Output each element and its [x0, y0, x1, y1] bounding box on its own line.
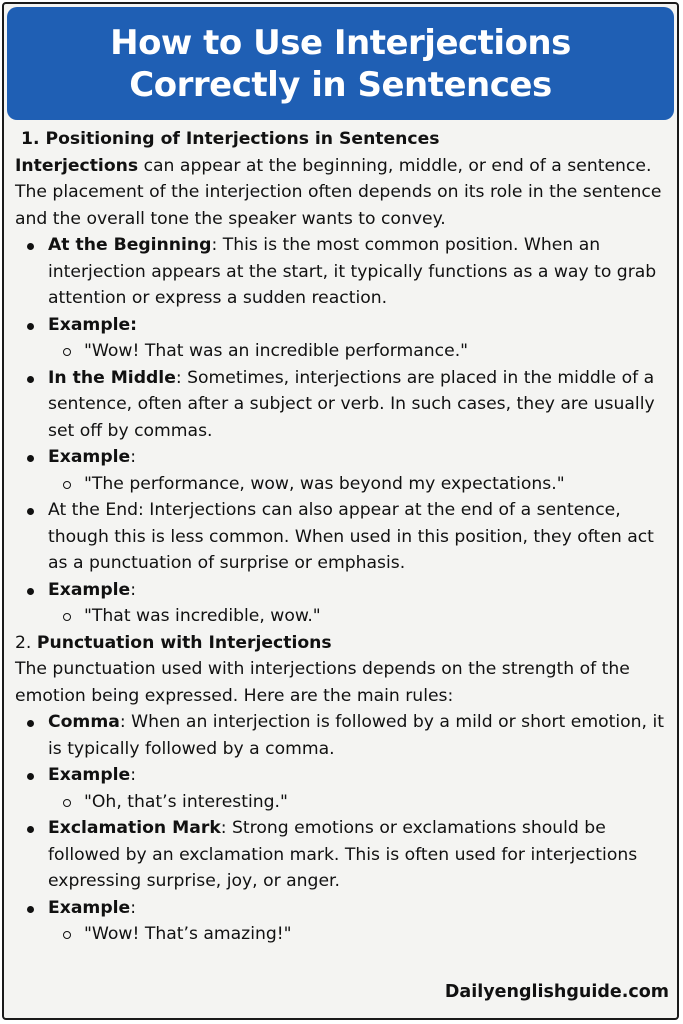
item-label: Comma	[48, 712, 120, 732]
title-line-1: How to Use Interjections	[110, 22, 571, 63]
list-item	[48, 365, 667, 445]
item-label: At the Beginning	[48, 235, 212, 255]
site-watermark: Dailyenglishguide.com	[444, 982, 669, 1002]
article-body	[4, 120, 677, 948]
example-colon: :	[130, 447, 136, 467]
example-label: Example:	[48, 314, 138, 335]
section-1-heading: 1. Positioning of Interjections in Sentences	[21, 129, 440, 149]
item-label: Exclamation Mark	[48, 818, 221, 838]
example-item: "Oh, that’s interesting."	[84, 789, 667, 816]
list-item	[48, 577, 667, 630]
list-item: At the End: Interjections can also appear at the end of a sentence, though this is less common. When used in this position, they often act as a punctuation of surprise or emphasis.	[48, 497, 667, 577]
infographic-card	[2, 2, 679, 1020]
example-label: Example	[48, 897, 131, 918]
example-colon: :	[130, 579, 136, 600]
example-label: Example	[48, 447, 131, 467]
example-label: Example	[48, 579, 131, 600]
list-item	[48, 444, 667, 497]
list-item	[48, 895, 667, 948]
list-item	[48, 709, 667, 762]
example-item: "The performance, wow, was beyond my expectations."	[84, 471, 667, 498]
position-list	[15, 232, 667, 630]
item-text: : When an interjection is followed by a mild or short emotion, it is typically followed by a comma.	[48, 712, 664, 759]
intro-text: can appear at the beginning, middle, or end of a sentence. The placement of the interjection often depends on its role in the sentence and the overall tone the speaker wants to convey.	[15, 155, 662, 229]
item-text: : Sometimes, interjections are placed in the middle of a sentence, often after a subject or verb. In such cases, they are usually set off by commas.	[48, 367, 655, 441]
section-2-intro: The punctuation used with interjections depends on the strength of the emotion being expressed. Here are the main rules:	[15, 659, 630, 706]
item-text: : This is the most common position. When an interjection appears at the start, it typically functions as a way to grab attention or express a sudden reaction.	[48, 235, 657, 308]
page-title	[110, 22, 571, 106]
section-number: 2.	[15, 632, 37, 653]
section-title: Punctuation with Interjections	[36, 632, 332, 653]
example-item: "Wow! That was an incredible performance."	[84, 338, 667, 365]
punctuation-list	[15, 709, 667, 948]
section-2-heading	[15, 630, 667, 657]
intro-term: Interjections	[15, 155, 139, 176]
title-line-2: Correctly in Sentences	[129, 64, 552, 105]
item-text: : Strong emotions or exclamations should be followed by an exclamation mark. This is often used for interjections expressing surprise, joy, or anger.	[48, 818, 638, 891]
example-colon: :	[130, 897, 136, 918]
example-label: Example	[48, 765, 131, 785]
list-item	[48, 762, 667, 815]
section-1-intro	[15, 153, 667, 233]
example-colon: :	[130, 765, 136, 785]
item-label: In the Middle	[48, 367, 176, 388]
list-item	[48, 232, 667, 312]
list-item	[48, 312, 667, 365]
title-banner	[7, 7, 674, 120]
example-item: "That was incredible, wow."	[84, 603, 667, 630]
list-item	[48, 815, 667, 895]
example-item: "Wow! That’s amazing!"	[84, 921, 667, 948]
